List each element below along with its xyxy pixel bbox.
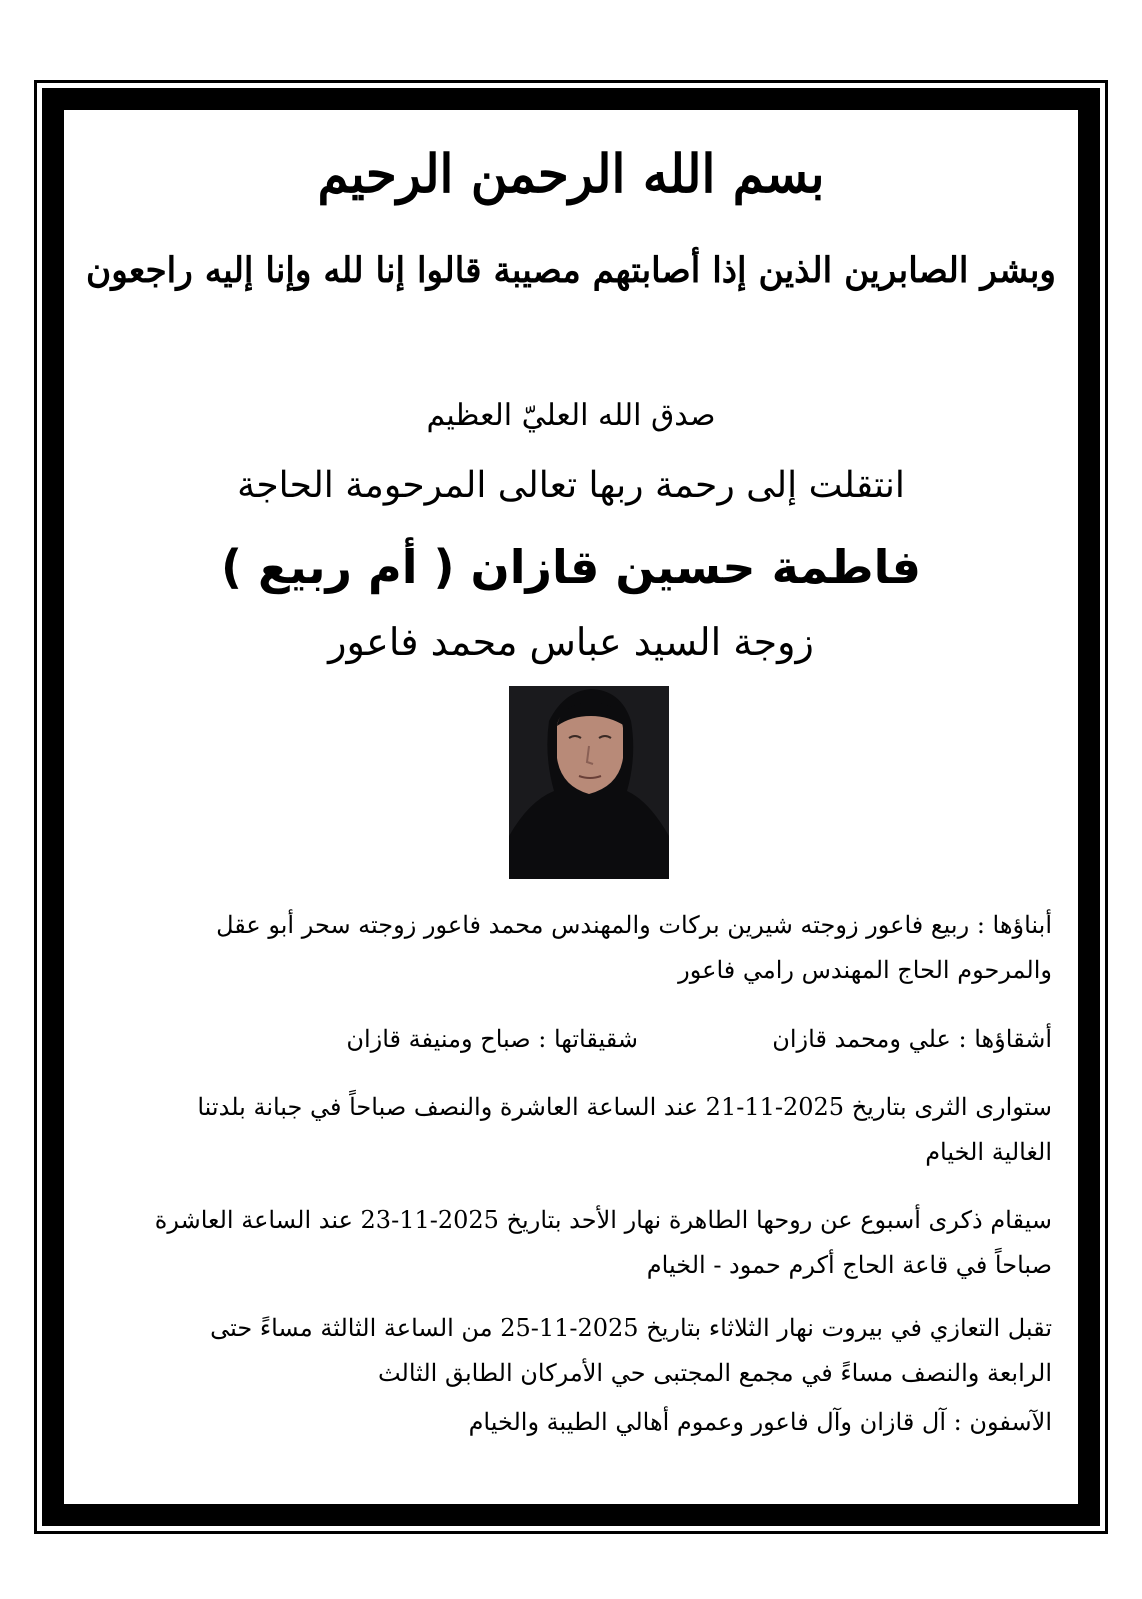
obituary-content <box>64 110 1078 1504</box>
deceased-name: فاطمة حسين قازان ( أم ربيع ) <box>220 540 922 594</box>
basmala: بسم الله الرحمن الرحيم <box>317 142 825 205</box>
deceased-photo <box>509 686 669 879</box>
death-announcement: انتقلت إلى رحمة ربها تعالى المرحومة الحاجة <box>237 465 905 506</box>
brothers-line: أشقاؤها : علي ومحمد قازان <box>772 1025 1052 1053</box>
condolences-paragraph: تقبل التعازي في بيروت نهار الثلاثاء بتاريخ 2025-11-25 من الساعة الثالثة مساءً حتى الرابعة والنصف مساءً في مجمع المجتبى حي الأمركان الطابق الثالث <box>210 1314 1052 1387</box>
sons-paragraph: أبناؤها : ربيع فاعور زوجته شيرين بركات والمهندس محمد فاعور زوجته سحر أبو عقل والمرحوم الحاج المهندس رامي فاعور <box>216 911 1052 984</box>
spouse-line: زوجة السيد عباس محمد فاعور <box>328 620 814 664</box>
portrait-image <box>509 686 669 879</box>
sadaqa-line: صدق الله العليّ العظيم <box>426 398 716 433</box>
sisters-line: شقيقاتها : صباح ومنيفة قازان <box>346 1025 638 1053</box>
mourners-line: الآسفون : آل قازان وآل فاعور وعموم أهالي الطيبة والخيام <box>468 1408 1052 1436</box>
burial-paragraph: ستوارى الثرى بتاريخ 2025-11-21 عند الساعة العاشرة والنصف صباحاً في جبانة بلدتنا الغالية الخيام <box>197 1093 1052 1166</box>
quran-verse: وبشر الصابرين الذين إذا أصابتهم مصيبة قالوا إنا لله وإنا إليه راجعون <box>86 250 1056 291</box>
week-memorial-paragraph: سيقام ذكرى أسبوع عن روحها الطاهرة نهار الأحد بتاريخ 2025-11-23 عند الساعة العاشرة صباحاً في قاعة الحاج أكرم حمود - الخيام <box>154 1206 1052 1279</box>
